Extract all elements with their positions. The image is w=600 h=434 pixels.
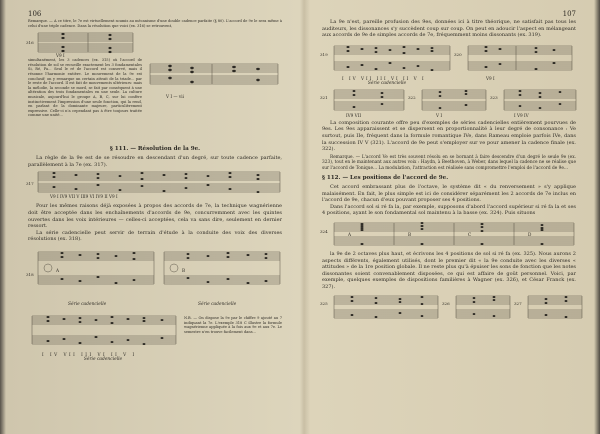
example-318 <box>28 246 282 310</box>
example-number: 317 <box>26 181 34 187</box>
left-header <box>28 10 282 19</box>
circle-label-d: D <box>528 231 532 237</box>
side-block <box>28 58 282 142</box>
example-number: 319 <box>320 51 328 57</box>
paragraph-112b: Dans l'accord sol si ré fa la, par exemple, supposons d'abord l'accord supérieur si ré fa la et ses 4 positions, ayant le son fondamental sol maintenu à la basse (ex. 324). Puis situons <box>322 203 576 217</box>
music-staff <box>28 246 282 302</box>
paragraph-111: La règle de la 9e est de se résoudre en descendant d'un degré, sur toute cadence parfaite, parallèlement à la 7e (ex. 317). <box>28 155 282 168</box>
music-staff <box>322 219 576 249</box>
example-number: 327 <box>514 300 522 306</box>
example-number: 320 <box>454 51 462 57</box>
bottom-block <box>28 312 282 362</box>
circle-label-c: C <box>468 231 472 237</box>
page-number: 106 <box>28 10 42 18</box>
example-number: 326 <box>442 300 450 306</box>
right-header <box>322 10 576 19</box>
example-bottom <box>28 312 178 362</box>
roman-numerals: I IV VII III VI II V I <box>342 75 426 81</box>
caption-serie-a: Série cadencielle <box>68 301 107 307</box>
example-327 <box>516 293 584 321</box>
music-staff <box>410 87 488 113</box>
paragraph-composition: La composition courante offre peu d'exemples de séries cadencielles entièrement pourvues de 9es. Les 9es apparaissent et se dispersent en proportionnalité à leur degré de consonance : Ve surtout, puis IIe, fréquent dans la formule romantique IVe, dans Rameau emploie parfois IVe, dans la succession IV V (321). L'accord de 9e peut s'employer sur ve pour amener la cadence finale (ex. 322). <box>322 119 576 153</box>
right-page <box>308 4 594 432</box>
remarque-right: Remarque. — L'accord Ve est très souvent résolu en se bornant à faire descendre d'un degré le seule 9e (ex. 323), tout en le maintenant aux autres voix : Haydn, à Beethoven, à Weber, dans lequel la cadence ne se réalise que sur l'accord de Tonique... La modulation, l'attraction est réalisée sans compromettre l'emploi de l'accord de 9e... <box>322 154 576 171</box>
section-111-heading: § 111. — Résolution de la 9e. <box>109 146 201 153</box>
paragraph-112a: Cet accord embrassant plus de l'octave, le système dit « du renversement » s'y applique malaisément. En fait, le plus simple est ici de considérer séparément les 2 accords de 7e inclus en l'accord de 9e, chacun d'eux pouvant proposer ses 4 positions. <box>322 183 576 204</box>
music-staff <box>28 312 178 352</box>
roman-numerals: V9 I IV9 VII V III9 VI IV9 II V9 I <box>50 194 118 200</box>
music-staff <box>28 30 138 58</box>
paragraph-serie: La série cadencielle peut servir de terrain d'étude à la conduite des voix des diverses résolutions (ex. 318). <box>28 229 282 243</box>
music-staff <box>492 87 578 113</box>
circle-label-a: A <box>348 231 352 237</box>
example-number: 325 <box>320 300 328 306</box>
example-number: 324 <box>320 228 328 234</box>
example-321 <box>322 87 406 118</box>
side-text: simultanément, les 3 cadences (ex. 315) où l'accord de résolution de sol se recueille exactement les 3 fondamentales Si, Ré, Fa... Seul le ré de l'accord est conservé, mais il résonne l'harmonie entière. Le mouvement de la 9e est conclusif; on y remarque un certain attrait de la triade... par le reste de l'accord. Il est fait de mouvements ultérieurs: mais la mélodie, la seconde se mord, se fait par conséquent à une altération des trois fondamentales en une seule. La culture musicale, aujourd'hui le groupe A, B, C, sur lui confère instinctivement l'impression d'une seule fonction, qui la rend, en parlant de la dominante majeure, particulièrement expressive. Celle-ci n'a cependant pas à être toujours traitée comme une unité... <box>28 58 142 118</box>
example-317 <box>28 170 282 200</box>
nb-note: N.B. — On dispose la 9e par le chiffre 9 ajouté au 7 indiquant la 7e. L'exemple 318 C illustre la formule wagnérienne appliquée à la fois aux 9e et aux 7e. Le semestre n'en trouve facilement dans... <box>184 315 282 334</box>
example-mid <box>146 58 282 99</box>
music-staff <box>146 58 282 94</box>
roman-numerals: V I <box>436 112 443 118</box>
roman-numerals: I IV VII III VI II V I <box>42 351 137 357</box>
circle-label-b: B <box>408 231 412 237</box>
example-number: 322 <box>408 94 416 100</box>
circle-label-a: A <box>56 267 60 273</box>
example-number: 321 <box>320 94 328 100</box>
music-staff <box>322 87 406 113</box>
example-number: 323 <box>490 94 498 100</box>
section-112-heading: § 112. — Les positions de l'accord de 9e. <box>322 174 449 181</box>
example-319 <box>322 42 452 86</box>
music-staff <box>516 293 584 321</box>
examples-321-323 <box>322 87 576 118</box>
left-page <box>6 4 296 432</box>
example-number: 318 <box>26 271 34 277</box>
example-316 <box>28 30 282 58</box>
example-323 <box>492 87 578 118</box>
roman-numerals: V I — vii <box>166 94 184 100</box>
caption-serie: Série cadencielle <box>83 356 123 362</box>
example-320 <box>456 42 576 81</box>
music-staff <box>456 42 576 76</box>
paragraph-reasons: Pour les mêmes raisons déjà exposées à propos des accords de 7e, la technique wagnérienne doit être acceptée dans les enchaînements d'accords de 9e, concurremment avec les quintes ouvertes dans les voix intérieures — celles-ci acceptées, cela va sans dire, seulement en dernier ressort. <box>28 203 282 230</box>
roman-numerals: I V9 IV <box>514 112 529 118</box>
music-staff <box>322 293 440 321</box>
example-324 <box>322 219 576 249</box>
music-staff <box>28 170 282 196</box>
caption-serie: Série cadencielle <box>367 80 407 86</box>
roman-numerals: V9 I <box>56 53 65 59</box>
caption-serie-b: Série cadencielle <box>198 301 237 307</box>
circle-label-b: B <box>182 267 186 273</box>
roman-numerals: V9 I <box>486 75 495 81</box>
music-staff <box>322 42 452 76</box>
top-note: Remarque. — A ce titre, le 7e est virtuellement soumis au mécanisme d'une double cadence parfaite (§ 80). L'accord de 9e le sera même à celui d'une triple cadence. Dans la résolution que voici (ex. 316) se retrouvent, <box>28 19 282 28</box>
roman-numerals: IV9 VII <box>346 112 362 118</box>
top-text: La 9e n'est, pareille profusion des 9es, données ici à titre théorique, ne satisfait pas tous les auditeurs, les dissonances s'y succèdent coup sur coup. On peut en adoucir l'aspect en mélangeant aux accords de 9e de simples accords de 7e, fréquemment moins dissonants (ex. 319). <box>322 19 576 39</box>
example-number: 316 <box>26 40 34 46</box>
example-322 <box>410 87 488 118</box>
paragraph-112c: la 9e de 2 octaves plus haut, et écrivons les 4 positions de sol si ré fa (ex. 325). Nous aurons 2 aspects différents, également utilisés, dont le premier dit « la 9e conduite avec les diverses « attitudes » de la 1re position globale. Il ne reste plus qu'à épuiser les sons de fonction que les notes dissonantes soient convenablement disposées, ce qui est affaire de goût personnel. Voici, par exemple, quelques exemples de dispositions familières à Wagner (ex. 326), et César Franck (ex. 327). <box>322 250 576 290</box>
examples-319-320 <box>322 42 576 86</box>
example-325 <box>322 293 440 321</box>
examples-325-327 <box>322 293 576 321</box>
page-number: 107 <box>562 10 576 18</box>
example-326 <box>444 293 512 321</box>
music-staff <box>444 293 512 321</box>
